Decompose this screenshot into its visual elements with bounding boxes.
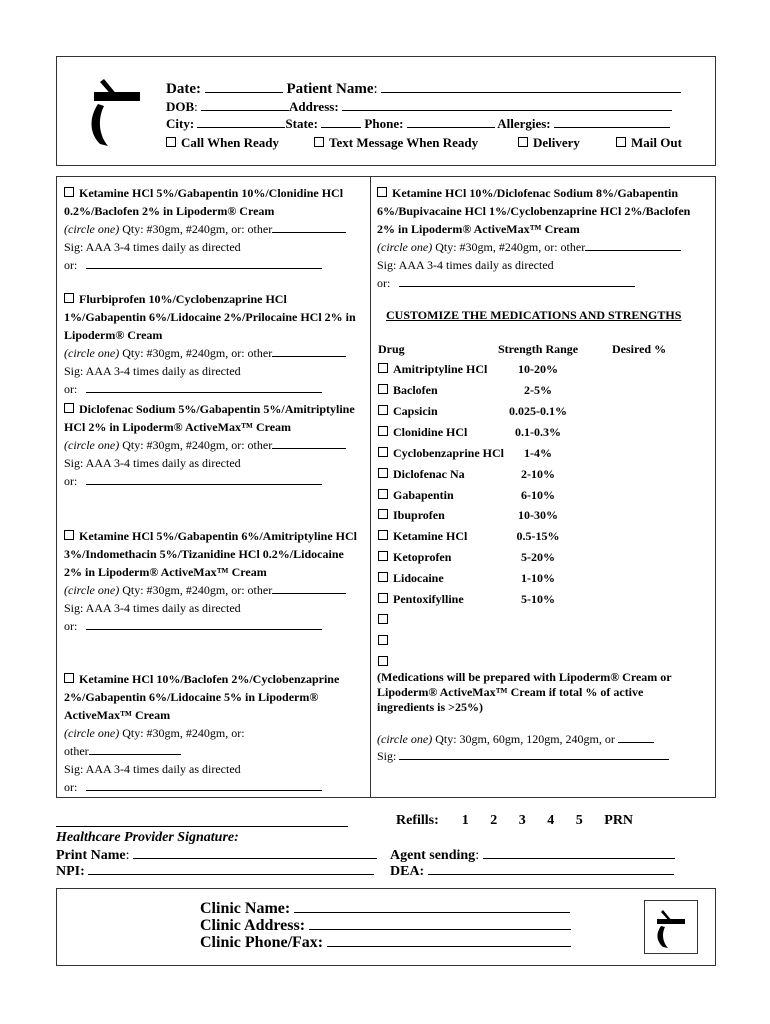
- checkbox-icon: [377, 187, 387, 197]
- or-field[interactable]: [86, 472, 322, 485]
- checkbox-icon: [64, 293, 74, 303]
- qty-text: Qty: #30gm, #240gm, or: other: [432, 240, 586, 254]
- sig-text: Sig: AAA 3-4 times daily as directed: [64, 762, 241, 776]
- option-mail-out[interactable]: Mail Out: [616, 135, 682, 151]
- clinic-name-field[interactable]: [294, 898, 570, 913]
- drug-name: Capsicin: [393, 404, 438, 418]
- header-row-1: Date: Patient Name:: [166, 80, 681, 98]
- drug-row[interactable]: [378, 362, 698, 382]
- checkbox-icon: [378, 656, 388, 666]
- refill-option[interactable]: 5: [575, 813, 583, 828]
- option-delivery[interactable]: Delivery: [518, 135, 580, 151]
- drug-row[interactable]: [378, 488, 698, 508]
- dea-row: [390, 862, 674, 880]
- phone-field[interactable]: [407, 115, 495, 128]
- column-divider: [370, 176, 371, 797]
- or-field[interactable]: [399, 274, 635, 287]
- blank-drug-row[interactable]: [378, 613, 698, 633]
- drug-row[interactable]: [378, 571, 698, 591]
- med-title: Diclofenac Sodium 5%/Gabapentin 5%/Amitriptyline HCl 2% in Lipoderm® ActiveMax™ Cream: [64, 402, 355, 434]
- med-title: Ketamine HCl 10%/Diclofenac Sodium 8%/Gabapentin 6%/Bupivacaine HCl 1%/Cyclobenzaprine HCl 2%/Baclofen 2% in Lipoderm® ActiveMax™ Cream: [377, 186, 691, 236]
- clinic-logo-frame: [644, 900, 698, 954]
- checkbox-icon: [378, 363, 388, 373]
- circle-one-label: (circle one): [64, 726, 120, 740]
- drug-row[interactable]: [378, 508, 698, 528]
- option-call-when-ready[interactable]: Call When Ready: [166, 135, 279, 151]
- refill-option[interactable]: PRN: [604, 813, 634, 828]
- address-label: Address:: [289, 99, 339, 114]
- qty-text: Qty: 30gm, 60gm, 120gm, 240gm, or: [432, 732, 615, 746]
- col-drug-header: Drug: [378, 342, 405, 356]
- drug-row[interactable]: [378, 550, 698, 570]
- checkbox-icon: [314, 137, 324, 147]
- circle-one-label: (circle one): [64, 438, 120, 452]
- checkbox-icon: [378, 489, 388, 499]
- blank-drug-row[interactable]: [378, 634, 698, 654]
- drug-range: 2-10%: [521, 467, 555, 481]
- mortar-pestle-icon: [84, 74, 144, 150]
- checkbox-icon: [378, 593, 388, 603]
- drug-name: Ibuprofen: [393, 508, 445, 522]
- med-option-6[interactable]: [377, 184, 711, 292]
- circle-one-label: (circle one): [377, 732, 433, 746]
- header-row-3: [166, 115, 670, 132]
- other-label: other: [64, 744, 89, 758]
- refills-label: Refills:: [396, 813, 439, 828]
- other-field[interactable]: [272, 344, 346, 357]
- checkbox-icon: [64, 673, 74, 683]
- refills-row: [396, 813, 633, 829]
- date-label: Date:: [166, 81, 201, 97]
- custom-sig-line: [377, 747, 669, 764]
- or-label: or:: [64, 474, 78, 488]
- custom-qty-line: [377, 730, 654, 747]
- checkbox-icon: [378, 405, 388, 415]
- clinic-phone-row: [200, 932, 571, 952]
- agent-row: Agent sending:: [390, 846, 675, 864]
- sig-text: Sig: AAA 3-4 times daily as directed: [64, 240, 241, 254]
- drug-range: 0.025-0.1%: [509, 404, 567, 418]
- option-text-message[interactable]: Text Message When Ready: [314, 135, 478, 151]
- refill-option[interactable]: 1: [461, 813, 469, 828]
- contact-options: [166, 135, 686, 153]
- or-field[interactable]: [86, 617, 322, 630]
- allergies-label: Allergies:: [497, 116, 551, 131]
- drug-range: 0.1-0.3%: [515, 425, 561, 439]
- clinic-address-label: Clinic Address:: [200, 917, 306, 934]
- sig-text: Sig: AAA 3-4 times daily as directed: [64, 364, 241, 378]
- other-field[interactable]: [89, 742, 181, 755]
- drug-range: 6-10%: [521, 488, 555, 502]
- dob-label: DOB: [166, 99, 195, 114]
- checkbox-icon: [378, 468, 388, 478]
- clinic-name-label: Clinic Name:: [200, 900, 291, 917]
- sig-text: Sig: AAA 3-4 times daily as directed: [64, 456, 241, 470]
- refill-option[interactable]: 2: [490, 813, 498, 828]
- checkbox-icon: [64, 530, 74, 540]
- checkbox-icon: [378, 572, 388, 582]
- drug-row[interactable]: [378, 592, 698, 612]
- dob-field[interactable]: [201, 98, 289, 111]
- med-title: Ketamine HCl 10%/Baclofen 2%/Cyclobenzaprine 2%/Gabapentin 6%/Lidocaine 5% in Lipoderm® ActiveMax™ Cream: [64, 672, 340, 722]
- sig-text: Sig: AAA 3-4 times daily as directed: [64, 601, 241, 615]
- signature-line[interactable]: [56, 826, 348, 827]
- patient-name-field[interactable]: [381, 80, 681, 93]
- agent-label: Agent sending: [390, 848, 476, 863]
- circle-one-label: (circle one): [64, 346, 120, 360]
- or-field[interactable]: [86, 778, 322, 791]
- print-name-field[interactable]: [133, 846, 377, 859]
- or-label: or:: [64, 382, 78, 396]
- checkbox-icon: [378, 447, 388, 457]
- med-option-2[interactable]: [64, 290, 364, 398]
- npi-row: [56, 862, 374, 880]
- npi-field[interactable]: [88, 862, 374, 875]
- phone-label: Phone:: [364, 116, 404, 131]
- drug-row[interactable]: [378, 383, 698, 403]
- drug-range: 2-5%: [524, 383, 552, 397]
- drug-range: 5-10%: [521, 592, 555, 606]
- checkbox-icon: [378, 635, 388, 645]
- refill-option[interactable]: 3: [518, 813, 526, 828]
- drug-row[interactable]: [378, 425, 698, 445]
- or-field[interactable]: [86, 380, 322, 393]
- allergies-field[interactable]: [554, 115, 670, 128]
- med-title: Ketamine HCl 5%/Gabapentin 10%/Clonidine HCl 0.2%/Baclofen 2% in Lipoderm® Cream: [64, 186, 344, 218]
- or-label: or:: [64, 780, 78, 794]
- state-field[interactable]: [321, 115, 361, 128]
- circle-one-label: (circle one): [64, 583, 120, 597]
- checkbox-icon: [378, 530, 388, 540]
- qty-text: Qty: #30gm, #240gm, or: other: [119, 438, 273, 452]
- med-option-1[interactable]: [64, 184, 364, 274]
- or-label: or:: [64, 258, 78, 272]
- sig-text: Sig: AAA 3-4 times daily as directed: [377, 258, 554, 272]
- qty-text: Qty: #30gm, #240gm, or: other: [119, 222, 273, 236]
- checkbox-icon: [378, 614, 388, 624]
- city-label: City:: [166, 116, 195, 131]
- dea-label: DEA:: [390, 864, 425, 879]
- other-field[interactable]: [585, 238, 681, 251]
- qty-text: Qty: #30gm, #240gm, or: other: [119, 583, 273, 597]
- address-field[interactable]: [342, 98, 672, 111]
- patient-name-label: Patient Name: [286, 81, 374, 97]
- refill-option[interactable]: 4: [547, 813, 555, 828]
- drug-row[interactable]: [378, 529, 698, 549]
- sig-label: Sig:: [377, 749, 397, 763]
- drug-name: Pentoxifylline: [393, 592, 464, 606]
- checkbox-icon: [616, 137, 626, 147]
- drug-name: Cyclobenzaprine HCl: [393, 446, 504, 460]
- drug-name: Diclofenac Na: [393, 467, 465, 481]
- checkbox-icon: [378, 509, 388, 519]
- npi-label: NPI:: [56, 864, 85, 879]
- drug-range: 1-4%: [524, 446, 552, 460]
- checkbox-icon: [64, 403, 74, 413]
- qty-text: Qty: #30gm, #240gm, or: other: [119, 346, 273, 360]
- drug-name: Amitriptyline HCl: [393, 362, 488, 376]
- drug-row[interactable]: [378, 404, 698, 424]
- drug-range: 5-20%: [521, 550, 555, 564]
- print-name-row: Print Name:: [56, 846, 377, 864]
- or-label: or:: [377, 276, 391, 290]
- col-range-header: Strength Range: [498, 342, 579, 356]
- drug-name: Gabapentin: [393, 488, 454, 502]
- or-label: or:: [64, 619, 78, 633]
- drug-name: Ketamine HCl: [393, 529, 468, 543]
- clinic-phone-field[interactable]: [327, 932, 571, 947]
- qty-text: Qty: #30gm, #240gm, or:: [119, 726, 245, 740]
- med-option-5[interactable]: [64, 670, 364, 796]
- dea-field[interactable]: [428, 862, 674, 875]
- other-field[interactable]: [272, 436, 346, 449]
- customize-heading: CUSTOMIZE THE MEDICATIONS AND STRENGTHS: [386, 308, 682, 322]
- custom-sig-field[interactable]: [399, 747, 669, 760]
- checkbox-icon: [166, 137, 176, 147]
- checkbox-icon: [64, 187, 74, 197]
- drug-range: 10-30%: [518, 508, 558, 522]
- drug-row[interactable]: [378, 446, 698, 466]
- header-row-2: DOB: Address:: [166, 98, 672, 115]
- city-field[interactable]: [197, 115, 285, 128]
- circle-one-label: (circle one): [377, 240, 433, 254]
- drug-range: 0.5-15%: [516, 529, 560, 543]
- checkbox-icon: [378, 551, 388, 561]
- custom-qty-field[interactable]: [618, 730, 654, 743]
- drug-range: 10-20%: [518, 362, 558, 376]
- clinic-address-field[interactable]: [309, 915, 571, 930]
- med-title: Ketamine HCl 5%/Gabapentin 6%/Amitriptyline HCl 3%/Indomethacin 5%/Tizanidine HCl 0.2%/Lidocaine 2% in Lipoderm® ActiveMax™ Cream: [64, 529, 357, 579]
- mortar-pestle-icon: [645, 901, 697, 953]
- med-title: Flurbiprofen 10%/Cyclobenzaprine HCl 1%/Gabapentin 6%/Lidocaine 2%/Prilocaine HCl 2% in Lipoderm® Cream: [64, 292, 356, 342]
- drug-range: 1-10%: [521, 571, 555, 585]
- drug-row[interactable]: [378, 467, 698, 487]
- checkbox-icon: [378, 384, 388, 394]
- lipoderm-note: (Medications will be prepared with Lipoderm® Cream or Lipoderm® ActiveMax™ Cream if total % of active ingredients is >25%): [377, 670, 672, 714]
- other-field[interactable]: [272, 581, 346, 594]
- checkbox-icon: [378, 426, 388, 436]
- agent-field[interactable]: [483, 846, 675, 859]
- or-field[interactable]: [86, 256, 322, 269]
- col-desired-header: Desired %: [612, 342, 667, 356]
- signature-label: Healthcare Provider Signature:: [56, 830, 239, 845]
- state-label: State:: [285, 116, 318, 131]
- drug-name: Ketoprofen: [393, 550, 452, 564]
- med-option-3[interactable]: [64, 400, 364, 490]
- circle-one-label: (circle one): [64, 222, 120, 236]
- date-field[interactable]: [205, 80, 283, 93]
- drug-name: Lidocaine: [393, 571, 444, 585]
- print-name-label: Print Name: [56, 848, 126, 863]
- drug-name: Baclofen: [393, 383, 438, 397]
- other-field[interactable]: [272, 220, 346, 233]
- checkbox-icon: [518, 137, 528, 147]
- clinic-phone-label: Clinic Phone/Fax:: [200, 934, 324, 951]
- med-option-4[interactable]: [64, 527, 364, 635]
- drug-name: Clonidine HCl: [393, 425, 468, 439]
